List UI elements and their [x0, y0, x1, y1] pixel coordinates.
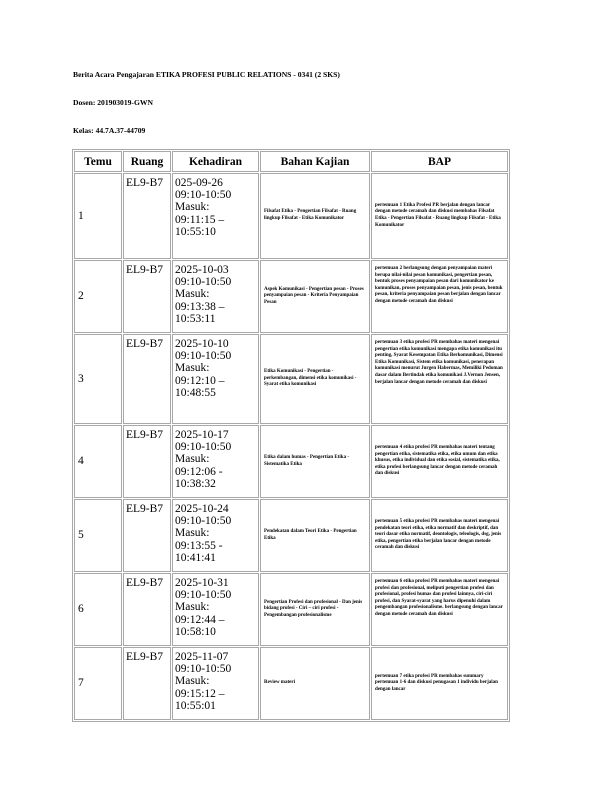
kehadiran-cell [172, 647, 259, 720]
jam-masuk: 09:11:15 – [175, 213, 225, 226]
jam-masuk: 09:12:44 – [175, 613, 225, 626]
jam-masuk: 09:12:10 – [175, 374, 225, 387]
table-row [74, 647, 508, 720]
bap-cell: pertemuan 4 etika profesi PR membahas materi tentang pengertian etika, sistematika etika, etika umum dan etika khusus, etika individual dan etika sosial, sistematika etika, etika profesi berlangsung lancar dengan metode ceramah dan diskusi [371, 425, 508, 498]
jam-jadwal: 09:10-10:50 [175, 276, 232, 289]
ruang-cell: EL9-B7 [123, 334, 171, 424]
masuk-label: Masuk: [175, 201, 210, 214]
tanggal: 2025-10-17 [175, 429, 229, 441]
temu-cell: 6 [74, 573, 122, 646]
bap-cell: pertemuan 7 etika profesi PR membahas summary pertemuan 1-6 dan diskusi penugasan 1 individu berjalan dengan lancar [371, 647, 508, 720]
tanggal: 2025-10-10 [175, 338, 229, 350]
table-row [74, 573, 508, 646]
masuk-label: Masuk: [175, 675, 210, 688]
table-row [74, 334, 508, 424]
jam-jadwal: 09:10-10:50 [175, 515, 232, 528]
masuk-label: Masuk: [175, 362, 210, 375]
table-header-row [74, 151, 508, 172]
ruang-cell: EL9-B7 [123, 173, 171, 259]
kelas-label: Kelas: 44.7A.37-44709 [73, 126, 146, 135]
column-header-bap: BAP [371, 151, 508, 172]
ruang-cell: EL9-B7 [123, 573, 171, 646]
jam-masuk: 09:13:55 - [175, 539, 223, 552]
tanggal: 2025-10-03 [175, 264, 229, 276]
jam-keluar: 10:48:55 [175, 386, 216, 399]
jam-keluar: 10:53:11 [175, 312, 216, 325]
masuk-label: Masuk: [175, 288, 210, 301]
kehadiran-cell [172, 573, 259, 646]
table-row [74, 425, 508, 498]
kehadiran-cell [172, 499, 259, 572]
jam-keluar: 10:41:41 [175, 551, 216, 564]
table-row [74, 260, 508, 333]
bap-cell: pertemuan 5 etika profesi PR membahas materi mengenai pendekatan teori etika, etika normatif dan deskriptif, dan teori dasar etika normatif, deontologis, teleologis, dsg, jenis etika, pengertian etika berjalan lancar dengan metode ceramah dan diskusi [371, 499, 508, 572]
bahan-kajian-cell: Etika Komunikasi - Pengertian - perkembangan, dimensi etika komunikasi - Syarat etika komunikasi [260, 334, 370, 424]
masuk-label: Masuk: [175, 601, 210, 614]
jam-masuk: 09:13:38 – [175, 300, 225, 313]
jam-keluar: 10:55:01 [175, 699, 216, 712]
kehadiran-cell [172, 260, 259, 333]
document-title: Berita Acara Pengajaran ETIKA PROFESI PUBLIC RELATIONS - 0341 (2 SKS) [73, 70, 340, 79]
bahan-kajian-cell: Pendekatan dalam Teori Etika - Pengertian Etika [260, 499, 370, 572]
jam-jadwal: 09:10-10:50 [175, 441, 232, 454]
ruang-cell: EL9-B7 [123, 647, 171, 720]
dosen-label: Dosen: 201903019-GWN [73, 98, 153, 107]
jam-jadwal: 09:10-10:50 [175, 189, 232, 202]
column-header-temu: Temu [74, 151, 122, 172]
bap-cell: pertemuan 1 Etika Profesi PR berjalan dengan lancar dengan metode ceramah dan diskusi membahas Filsafat Etika - Pengertian Filsafat - Ruang lingkup Filsafat - Etika Komunikator [371, 173, 508, 259]
bahan-kajian-cell: Pengertian Profesi dan profesional - Dan jenis bidang profesi - Ciri – ciri profesi - Pengembangan profesionalisme [260, 573, 370, 646]
jam-masuk: 09:15:12 – [175, 687, 225, 700]
bahan-kajian-cell: Review materi [260, 647, 370, 720]
column-header-ruang: Ruang [123, 151, 171, 172]
bap-cell: pertemuan 6 etika profesi PR membahas materi mengenai profesi dan profesional, meliputi pengertian profesi dan profesional, profesi humas dan profesi lainnya, ciri-ciri profesi, dan Syarat-syarat yang harus dipenuhi dalam pengembangan profesionalisme. berlangsung dengan lancar dengan metode ceramah dan diskusi [371, 573, 508, 646]
bap-table [72, 149, 510, 722]
column-header-bahan-kajian: Bahan Kajian [260, 151, 370, 172]
jam-keluar: 10:55:10 [175, 225, 216, 238]
ruang-cell: EL9-B7 [123, 425, 171, 498]
temu-cell: 1 [74, 173, 122, 259]
tanggal: 2025-10-24 [175, 503, 229, 515]
bahan-kajian-cell: Aspek Komunikasi - Pengertian pesan - Proses penyampaian pesan - Kriteria Penyampaian Pesan [260, 260, 370, 333]
temu-cell: 4 [74, 425, 122, 498]
temu-cell: 5 [74, 499, 122, 572]
jam-keluar: 10:38:32 [175, 477, 216, 490]
tanggal: 2025-10-31 [175, 577, 229, 589]
ruang-cell: EL9-B7 [123, 499, 171, 572]
table-row [74, 173, 508, 259]
tanggal: 025-09-26 [175, 177, 223, 189]
bap-cell: pertemuan 2 berlangsung dengan penyampaian materi berupa nilai-nilai pesan komunikasi, pengertian pesan, bentuk proses penyampaian pesan dari komunikator ke komunikan, proses penyampaian pesan, jenis pesan, bentuk pesan, kriteria penyampaian pesan berjalan dengan lancar dengan metode ceramah dan diskusi [371, 260, 508, 333]
column-header-kehadiran: Kehadiran [172, 151, 259, 172]
jam-jadwal: 09:10-10:50 [175, 350, 232, 363]
kehadiran-cell [172, 173, 259, 259]
masuk-label: Masuk: [175, 527, 210, 540]
jam-jadwal: 09:10-10:50 [175, 663, 232, 676]
kehadiran-cell [172, 334, 259, 424]
temu-cell: 3 [74, 334, 122, 424]
jam-masuk: 09:12:06 - [175, 465, 223, 478]
ruang-cell: EL9-B7 [123, 260, 171, 333]
temu-cell: 2 [74, 260, 122, 333]
temu-cell: 7 [74, 647, 122, 720]
bap-cell: pertemuan 3 etika profesi PR membahas materi mengenai pengertian etika komunikasi mengapa etika komunikasi itu penting, Syarat Kesempatan Etika Berkomunikasi, Dimensi Etika Komunikasi, Sistem etika komunikasi, penerapan komunikasi menurut Jurgen Habermas, Memiliki Pedoman dasar dalam Bertindak etika komunikasi J.Vernon Jensen, berjalan lancar dengan metode ceramah dan diskusi [371, 334, 508, 424]
table-row [74, 499, 508, 572]
jam-keluar: 10:58:10 [175, 625, 216, 638]
jam-jadwal: 09:10-10:50 [175, 589, 232, 602]
tanggal: 2025-11-07 [175, 651, 229, 663]
kehadiran-cell [172, 425, 259, 498]
bahan-kajian-cell: Etika dalam humas - Pengertian Etika - Sistematika Etika [260, 425, 370, 498]
masuk-label: Masuk: [175, 453, 210, 466]
bahan-kajian-cell: Filsafat Etika - Pengertian Filsafat - Ruang lingkup Filsafat - Etika Komunikator [260, 173, 370, 259]
